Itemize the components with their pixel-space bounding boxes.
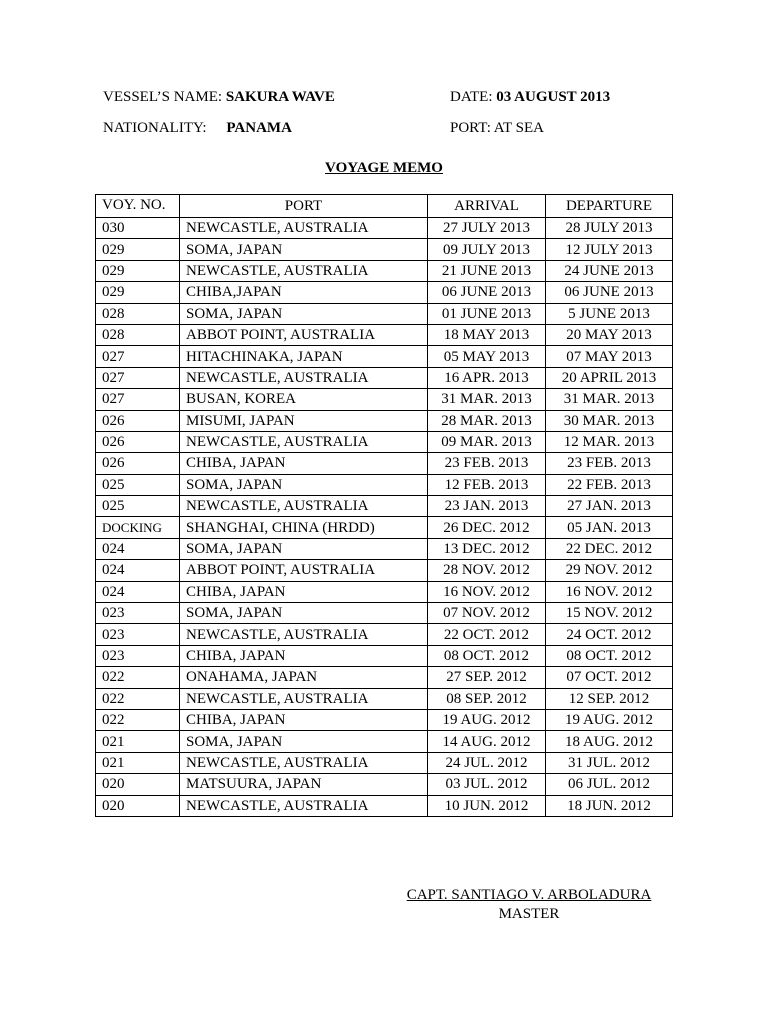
cell-arrival: 31 MAR. 2013: [428, 389, 546, 410]
cell-voy-no: 025: [96, 496, 180, 517]
cell-port: BUSAN, KOREA: [180, 389, 428, 410]
cell-port: HITACHINAKA, JAPAN: [180, 346, 428, 367]
table-header-row: [96, 195, 673, 218]
table-row: [96, 260, 673, 281]
table-row: [96, 410, 673, 431]
cell-voy-no: 021: [96, 752, 180, 773]
memo-title: VOYAGE MEMO: [325, 160, 443, 176]
port-label: PORT: AT SEA: [450, 120, 544, 136]
date-value: 03 AUGUST 2013: [496, 89, 611, 105]
table-row: [96, 367, 673, 388]
cell-port: SOMA, JAPAN: [180, 731, 428, 752]
cell-departure: 12 JULY 2013: [546, 239, 673, 260]
col-header-voy-no: VOY. NO.: [96, 195, 180, 218]
port-line: [450, 119, 544, 137]
cell-arrival: 13 DEC. 2012: [428, 538, 546, 559]
cell-voy-no: 025: [96, 474, 180, 495]
cell-departure: 20 APRIL 2013: [546, 367, 673, 388]
signature-name: CAPT. SANTIAGO V. ARBOLADURA: [406, 887, 652, 903]
table-row: [96, 474, 673, 495]
table-row: [96, 795, 673, 816]
cell-arrival: 05 MAY 2013: [428, 346, 546, 367]
signature-title: MASTER: [498, 906, 560, 922]
cell-departure: 07 OCT. 2012: [546, 667, 673, 688]
cell-departure: 28 JULY 2013: [546, 218, 673, 239]
table-row: [96, 709, 673, 730]
col-header-arrival: ARRIVAL: [428, 195, 546, 218]
table-row: [96, 324, 673, 345]
cell-voy-no: 023: [96, 624, 180, 645]
col-header-port: PORT: [180, 195, 428, 218]
cell-arrival: 16 NOV. 2012: [428, 581, 546, 602]
cell-arrival: 06 JUNE 2013: [428, 282, 546, 303]
cell-arrival: 09 MAR. 2013: [428, 431, 546, 452]
cell-departure: 06 JUNE 2013: [546, 282, 673, 303]
cell-port: CHIBA, JAPAN: [180, 709, 428, 730]
date-line: [450, 88, 610, 106]
cell-arrival: 27 JULY 2013: [428, 218, 546, 239]
cell-departure: 18 AUG. 2012: [546, 731, 673, 752]
cell-port: NEWCASTLE, AUSTRALIA: [180, 795, 428, 816]
cell-voy-no: 029: [96, 239, 180, 260]
cell-port: NEWCASTLE, AUSTRALIA: [180, 624, 428, 645]
cell-voy-no: 022: [96, 709, 180, 730]
cell-voy-no: 020: [96, 774, 180, 795]
cell-port: ABBOT POINT, AUSTRALIA: [180, 560, 428, 581]
cell-arrival: 22 OCT. 2012: [428, 624, 546, 645]
cell-departure: 15 NOV. 2012: [546, 603, 673, 624]
table-row: [96, 389, 673, 410]
cell-arrival: 28 NOV. 2012: [428, 560, 546, 581]
cell-port: NEWCASTLE, AUSTRALIA: [180, 218, 428, 239]
cell-arrival: 07 NOV. 2012: [428, 603, 546, 624]
table-row: [96, 624, 673, 645]
cell-voy-no: 027: [96, 367, 180, 388]
nationality-label: NATIONALITY:: [103, 120, 207, 136]
cell-departure: 31 JUL. 2012: [546, 752, 673, 773]
cell-voy-no: 021: [96, 731, 180, 752]
vessel-name-line: [103, 88, 335, 106]
table-row: [96, 453, 673, 474]
cell-voy-no: 026: [96, 410, 180, 431]
table-row: [96, 560, 673, 581]
cell-departure: 30 MAR. 2013: [546, 410, 673, 431]
cell-arrival: 16 APR. 2013: [428, 367, 546, 388]
cell-port: SOMA, JAPAN: [180, 538, 428, 559]
cell-departure: 24 OCT. 2012: [546, 624, 673, 645]
table-row: [96, 752, 673, 773]
table-row: [96, 731, 673, 752]
cell-port: CHIBA,JAPAN: [180, 282, 428, 303]
cell-departure: 22 DEC. 2012: [546, 538, 673, 559]
cell-port: SOMA, JAPAN: [180, 303, 428, 324]
table-row: [96, 239, 673, 260]
cell-arrival: 19 AUG. 2012: [428, 709, 546, 730]
voyage-table-body: [96, 218, 673, 817]
cell-arrival: 01 JUNE 2013: [428, 303, 546, 324]
cell-departure: 06 JUL. 2012: [546, 774, 673, 795]
cell-departure: 05 JAN. 2013: [546, 517, 673, 538]
cell-voy-no: 024: [96, 581, 180, 602]
cell-port: CHIBA, JAPAN: [180, 453, 428, 474]
cell-departure: 22 FEB. 2013: [546, 474, 673, 495]
cell-arrival: 28 MAR. 2013: [428, 410, 546, 431]
cell-arrival: 26 DEC. 2012: [428, 517, 546, 538]
cell-voy-no: 022: [96, 667, 180, 688]
table-row: [96, 581, 673, 602]
table-row: [96, 645, 673, 666]
table-row: [96, 431, 673, 452]
cell-departure: 12 SEP. 2012: [546, 688, 673, 709]
cell-port: SHANGHAI, CHINA (HRDD): [180, 517, 428, 538]
col-header-departure: DEPARTURE: [546, 195, 673, 218]
vessel-name-label: VESSEL’S NAME:: [103, 89, 223, 105]
cell-voy-no: DOCKING: [96, 517, 180, 538]
cell-arrival: 23 JAN. 2013: [428, 496, 546, 517]
cell-departure: 27 JAN. 2013: [546, 496, 673, 517]
cell-departure: 16 NOV. 2012: [546, 581, 673, 602]
cell-voy-no: 027: [96, 346, 180, 367]
table-row: [96, 218, 673, 239]
cell-port: MISUMI, JAPAN: [180, 410, 428, 431]
cell-departure: 18 JUN. 2012: [546, 795, 673, 816]
cell-voy-no: 022: [96, 688, 180, 709]
cell-departure: 5 JUNE 2013: [546, 303, 673, 324]
cell-voy-no: 030: [96, 218, 180, 239]
cell-arrival: 21 JUNE 2013: [428, 260, 546, 281]
cell-port: NEWCASTLE, AUSTRALIA: [180, 688, 428, 709]
cell-port: CHIBA, JAPAN: [180, 581, 428, 602]
cell-arrival: 24 JUL. 2012: [428, 752, 546, 773]
cell-voy-no: 020: [96, 795, 180, 816]
cell-port: SOMA, JAPAN: [180, 474, 428, 495]
cell-arrival: 08 OCT. 2012: [428, 645, 546, 666]
cell-voy-no: 024: [96, 538, 180, 559]
cell-voy-no: 028: [96, 303, 180, 324]
cell-port: NEWCASTLE, AUSTRALIA: [180, 752, 428, 773]
cell-voy-no: 026: [96, 431, 180, 452]
table-row: [96, 667, 673, 688]
table-row: [96, 282, 673, 303]
cell-arrival: 10 JUN. 2012: [428, 795, 546, 816]
cell-departure: 12 MAR. 2013: [546, 431, 673, 452]
cell-voy-no: 028: [96, 324, 180, 345]
date-label: DATE:: [450, 89, 493, 105]
nationality-value: PANAMA: [226, 120, 292, 136]
cell-voy-no: 023: [96, 645, 180, 666]
cell-arrival: 27 SEP. 2012: [428, 667, 546, 688]
table-row: [96, 538, 673, 559]
cell-port: SOMA, JAPAN: [180, 239, 428, 260]
vessel-name-value: SAKURA WAVE: [225, 89, 335, 105]
cell-arrival: 12 FEB. 2013: [428, 474, 546, 495]
cell-voy-no: 026: [96, 453, 180, 474]
table-row: [96, 517, 673, 538]
cell-departure: 31 MAR. 2013: [546, 389, 673, 410]
table-row: [96, 688, 673, 709]
cell-port: ONAHAMA, JAPAN: [180, 667, 428, 688]
table-row: [96, 496, 673, 517]
cell-port: NEWCASTLE, AUSTRALIA: [180, 496, 428, 517]
cell-arrival: 03 JUL. 2012: [428, 774, 546, 795]
cell-port: ABBOT POINT, AUSTRALIA: [180, 324, 428, 345]
cell-arrival: 08 SEP. 2012: [428, 688, 546, 709]
table-row: [96, 303, 673, 324]
cell-departure: 29 NOV. 2012: [546, 560, 673, 581]
cell-departure: 24 JUNE 2013: [546, 260, 673, 281]
cell-arrival: 18 MAY 2013: [428, 324, 546, 345]
cell-arrival: 23 FEB. 2013: [428, 453, 546, 474]
cell-port: NEWCASTLE, AUSTRALIA: [180, 431, 428, 452]
cell-port: NEWCASTLE, AUSTRALIA: [180, 367, 428, 388]
table-row: [96, 603, 673, 624]
table-row: [96, 774, 673, 795]
cell-port: CHIBA, JAPAN: [180, 645, 428, 666]
cell-departure: 08 OCT. 2012: [546, 645, 673, 666]
cell-voy-no: 024: [96, 560, 180, 581]
cell-departure: 23 FEB. 2013: [546, 453, 673, 474]
cell-voy-no: 023: [96, 603, 180, 624]
cell-voy-no: 027: [96, 389, 180, 410]
cell-voy-no: 029: [96, 260, 180, 281]
cell-port: MATSUURA, JAPAN: [180, 774, 428, 795]
table-row: [96, 346, 673, 367]
cell-port: SOMA, JAPAN: [180, 603, 428, 624]
nationality-line: [103, 119, 292, 137]
cell-departure: 19 AUG. 2012: [546, 709, 673, 730]
cell-port: NEWCASTLE, AUSTRALIA: [180, 260, 428, 281]
voyage-table: [95, 194, 673, 817]
signature-block: [390, 886, 668, 924]
cell-departure: 07 MAY 2013: [546, 346, 673, 367]
cell-arrival: 14 AUG. 2012: [428, 731, 546, 752]
cell-arrival: 09 JULY 2013: [428, 239, 546, 260]
cell-voy-no: 029: [96, 282, 180, 303]
cell-departure: 20 MAY 2013: [546, 324, 673, 345]
